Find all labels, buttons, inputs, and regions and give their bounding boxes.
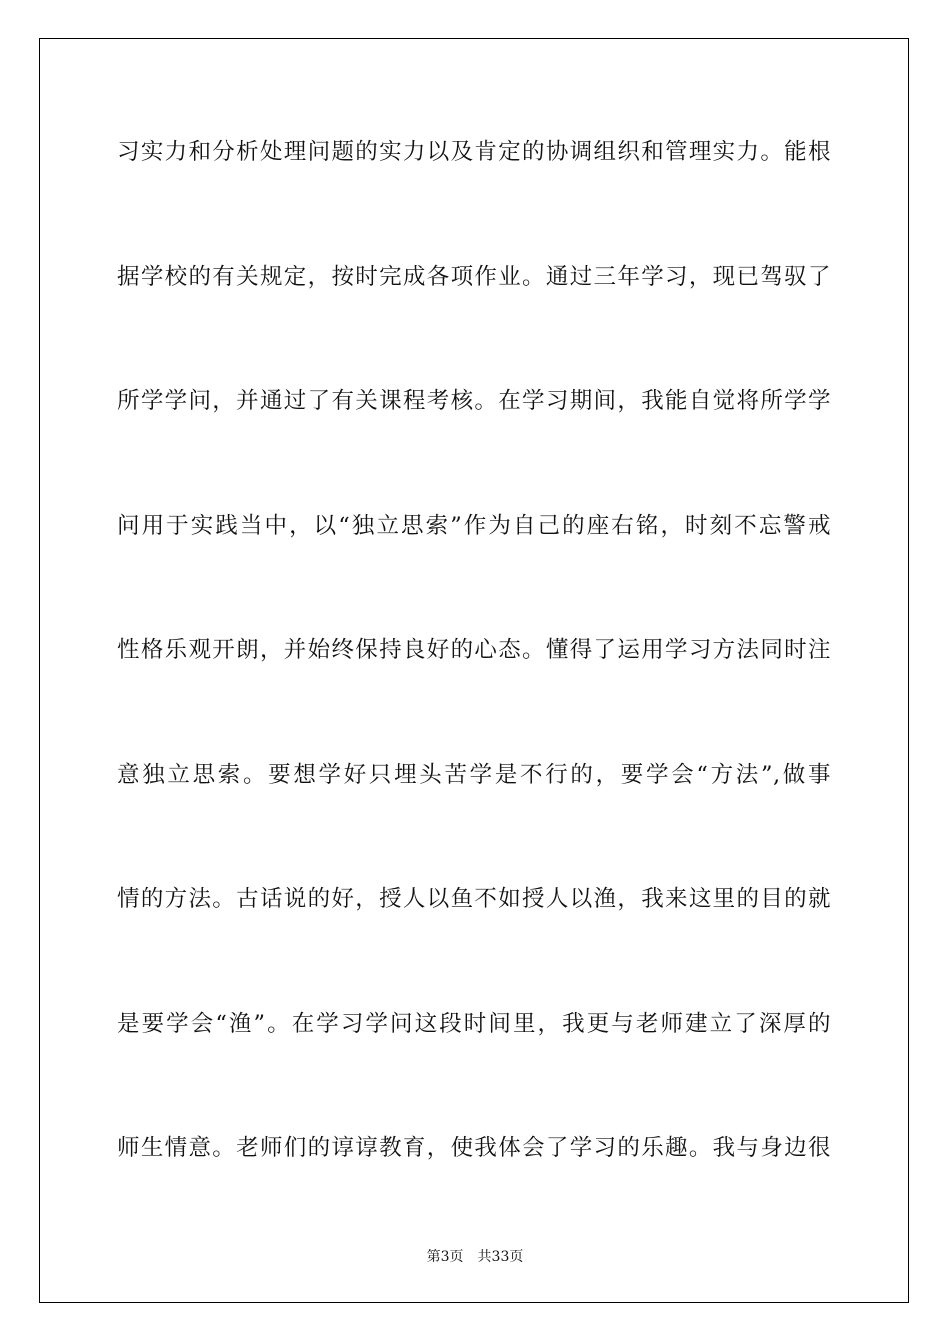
page-border: [39, 38, 909, 1303]
page-number: 第3页: [426, 1249, 464, 1265]
body-text-line-9: 师生情意。老师们的谆谆教育，使我体会了学习的乐趣。我与身边很: [117, 1135, 831, 1161]
page-total: 共33页: [477, 1249, 524, 1265]
body-text-line-6: 意独立思索。要想学好只埋头苦学是不行的，要学会“方法”,做事: [117, 762, 831, 788]
body-text-line-8: 是要学会“渔”。在学习学问这段时间里，我更与老师建立了深厚的: [117, 1011, 831, 1037]
body-text-line-2: 据学校的有关规定，按时完成各项作业。通过三年学习，现已驾驭了: [117, 264, 831, 290]
body-text-line-7: 情的方法。古话说的好，授人以鱼不如授人以渔，我来这里的目的就: [117, 886, 831, 912]
body-text-line-4: 问用于实践当中，以“独立思索”作为自己的座右铭，时刻不忘警戒: [117, 513, 831, 539]
body-text-line-3: 所学学问，并通过了有关课程考核。在学习期间，我能自觉将所学学: [117, 388, 831, 414]
body-text-line-5: 性格乐观开朗，并始终保持良好的心态。懂得了运用学习方法同时注: [117, 637, 831, 663]
body-text-line-1: 习实力和分析处理问题的实力以及肯定的协调组织和管理实力。能根: [117, 139, 831, 165]
page-footer: [0, 1246, 950, 1266]
